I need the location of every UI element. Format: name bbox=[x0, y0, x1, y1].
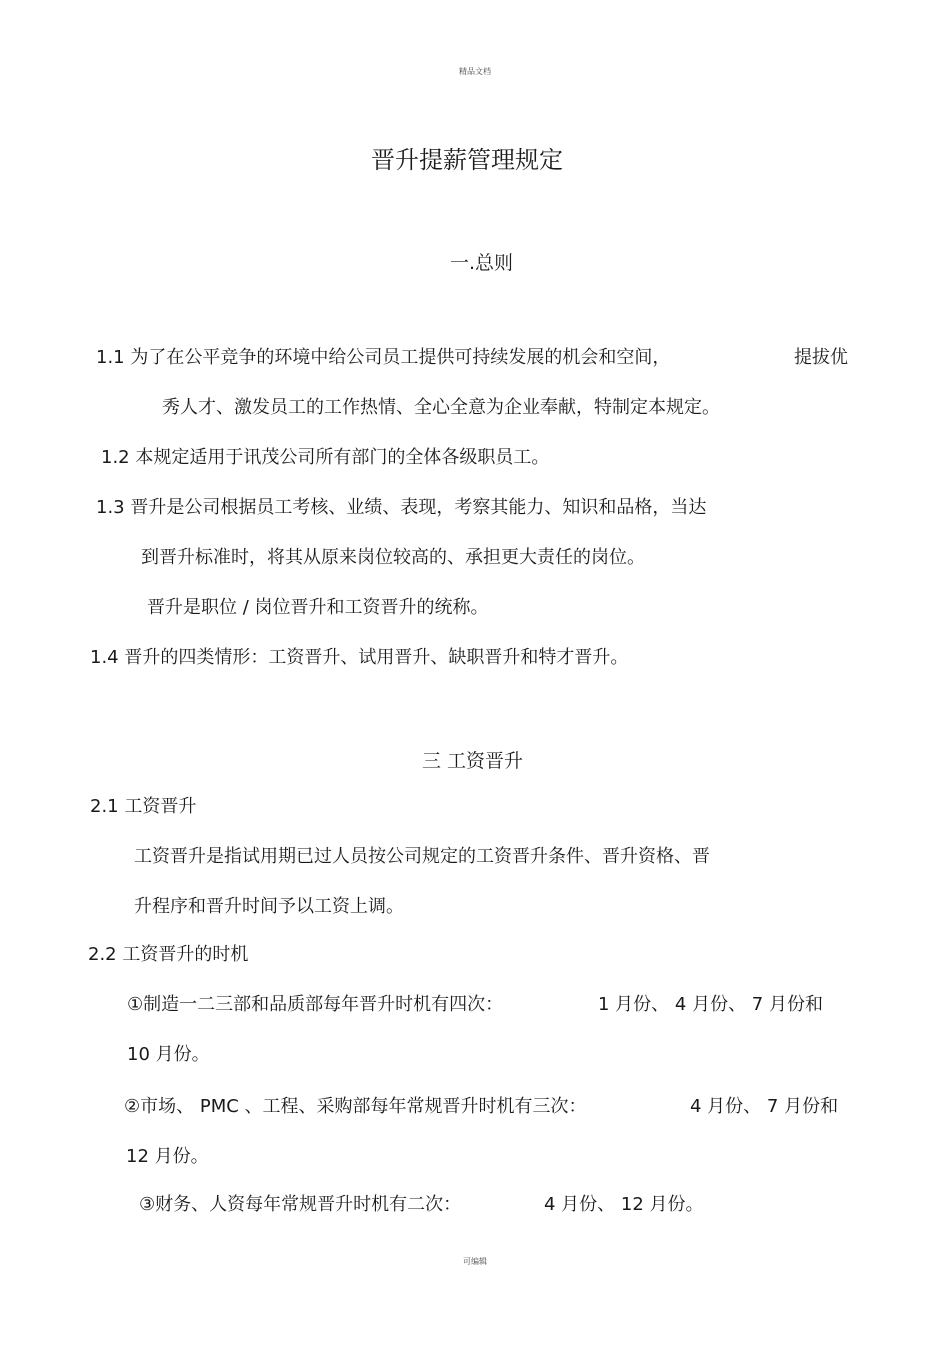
item-2-cont: 12 月份。 bbox=[126, 1146, 209, 1167]
item-1-cont: 10 月份。 bbox=[127, 1044, 210, 1065]
clause-1-3: 1.3 晋升是公司根据员工考核、业绩、表现，考察其能力、知识和品格，当达 bbox=[96, 497, 707, 518]
clause-2-1-cont: 升程序和晋升时间予以工资上调。 bbox=[134, 896, 404, 917]
clause-2-2: 2.2 工资晋升的时机 bbox=[88, 944, 249, 965]
item-2-text: ②市场、 PMC 、工程、采购部每年常规晋升时机有三次： bbox=[124, 1096, 587, 1117]
section-heading-salary: 三 工资晋升 bbox=[422, 750, 524, 772]
item-3-text: ③财务、人资每年常规晋升时机有二次： bbox=[139, 1194, 462, 1215]
document-title: 晋升提薪管理规定 bbox=[371, 146, 563, 174]
item-1-text: ①制造一二三部和品质部每年晋升时机有四次： bbox=[127, 994, 504, 1015]
clause-1-1-cont: 秀人才、激发员工的工作热情、全心全意为企业奉献，特制定本规定。 bbox=[162, 397, 720, 418]
clause-1-4: 1.4 晋升的四类情形：工资晋升、试用晋升、缺职晋升和特才晋升。 bbox=[90, 647, 629, 668]
page-footer: 可编辑 bbox=[463, 1257, 487, 1266]
section-heading-general: 一.总则 bbox=[450, 252, 514, 274]
item-2-months: 4 月份、 7 月份和 bbox=[690, 1096, 839, 1117]
clause-2-1-text: 工资晋升是指试用期已过人员按公司规定的工资晋升条件、晋升资格、晋 bbox=[134, 846, 710, 867]
page-header: 精品文档 bbox=[459, 67, 491, 76]
clause-1-1-part2: 提拔优 bbox=[794, 347, 848, 368]
clause-2-1: 2.1 工资晋升 bbox=[90, 796, 197, 817]
clause-1-3-cont: 到晋升标准时，将其从原来岗位较高的、承担更大责任的岗位。 bbox=[141, 547, 645, 568]
item-3-months: 4 月份、 12 月份。 bbox=[544, 1194, 704, 1215]
clause-1-2: 1.2 本规定适用于讯茂公司所有部门的全体各级职员工。 bbox=[101, 447, 550, 468]
clause-1-1-part1: 1.1 为了在公平竞争的环境中给公司员工提供可持续发展的机会和空间， bbox=[96, 347, 671, 368]
clause-1-3-note: 晋升是职位 / 岗位晋升和工资晋升的统称。 bbox=[147, 597, 489, 618]
item-1-months: 1 月份、 4 月份、 7 月份和 bbox=[598, 994, 823, 1015]
